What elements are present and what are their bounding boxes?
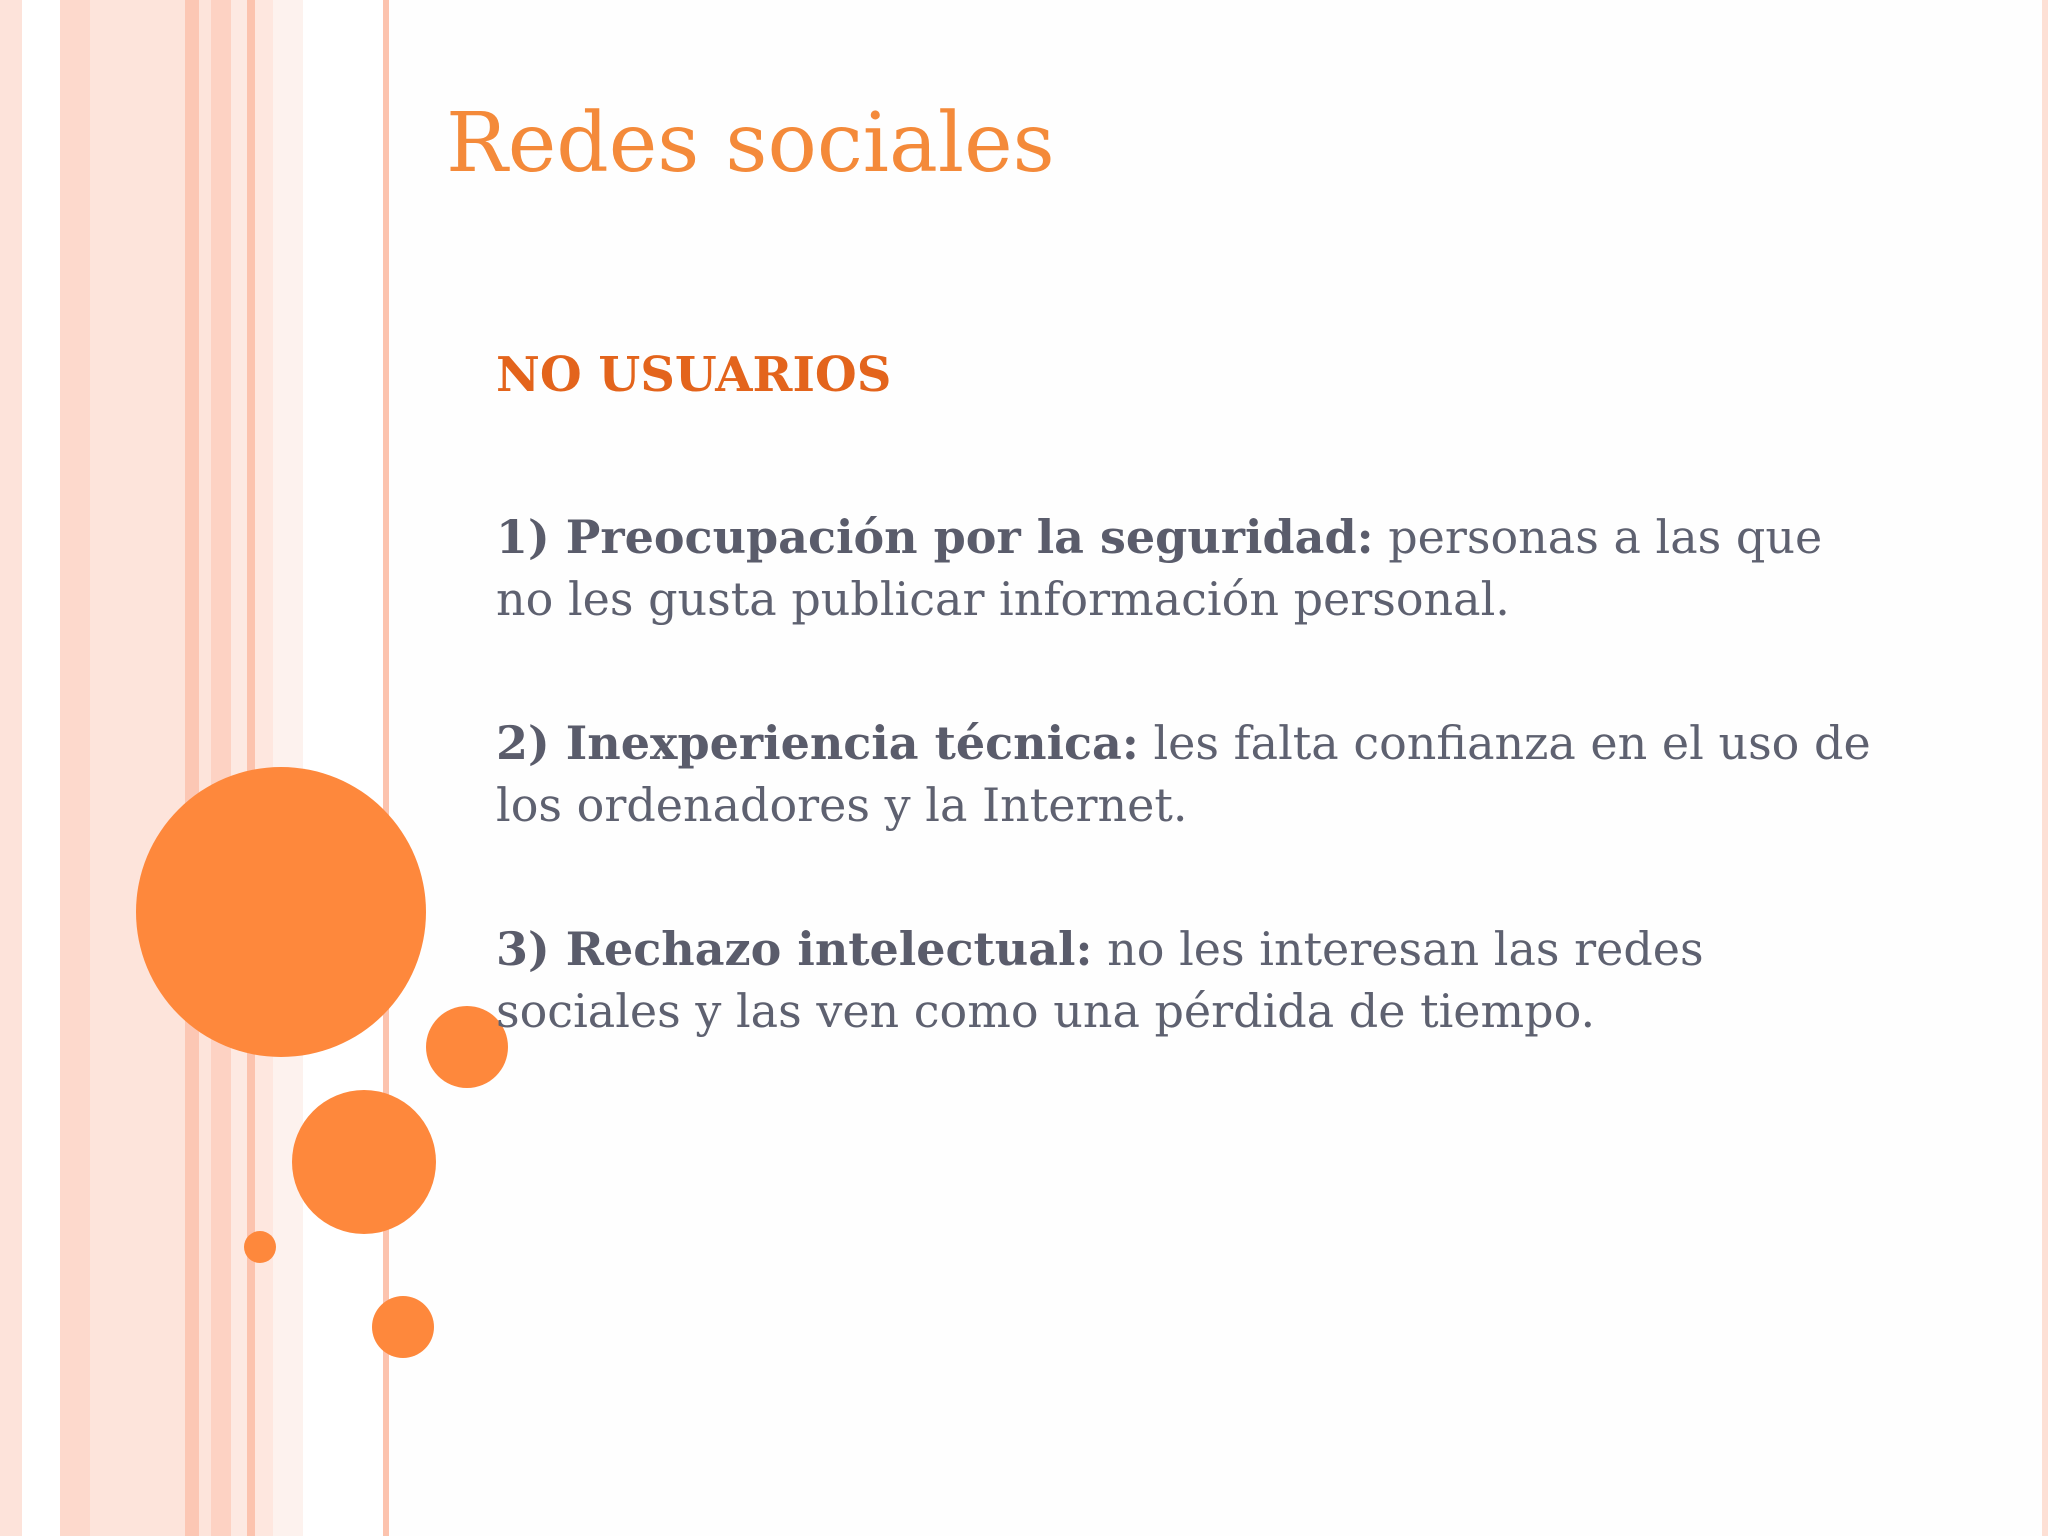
list-item-label: 2) Inexperiencia técnica: <box>496 716 1139 770</box>
list-item <box>496 506 1876 630</box>
list-item <box>496 712 1876 836</box>
decorative-stripe <box>22 0 60 1536</box>
list-item-text: no les interesan las redes sociales y las ven como una pérdida de tiempo. <box>496 922 1704 1038</box>
decorative-stripe <box>303 0 383 1536</box>
list-item-text: personas a las que no les gusta publicar información personal. <box>496 510 1823 626</box>
decorative-stripe <box>231 0 247 1536</box>
decorative-circle-tiny <box>244 1231 276 1263</box>
decorative-stripe <box>247 0 255 1536</box>
slide-content <box>496 342 1876 1124</box>
list-item-text: les falta confianza en el uso de los ordenadores y la Internet. <box>496 716 1871 832</box>
decorative-stripe <box>0 0 22 1536</box>
decorative-circle-large <box>136 767 426 1057</box>
decorative-circle-medium <box>292 1090 436 1234</box>
decorative-stripe <box>60 0 90 1536</box>
right-edge-stripe <box>2042 0 2048 1536</box>
decorative-stripe <box>90 0 185 1536</box>
list-item-label: 1) Preocupación por la seguridad: <box>496 510 1374 564</box>
section-heading: NO USUARIOS <box>496 347 892 403</box>
list-item <box>496 918 1876 1042</box>
decorative-circle-bottom <box>372 1296 434 1358</box>
decorative-stripe <box>199 0 211 1536</box>
slide-title: Redes sociales <box>446 96 1055 191</box>
decorative-stripe <box>211 0 231 1536</box>
list-item-label: 3) Rechazo intelectual: <box>496 922 1093 976</box>
decorative-stripe <box>185 0 199 1536</box>
